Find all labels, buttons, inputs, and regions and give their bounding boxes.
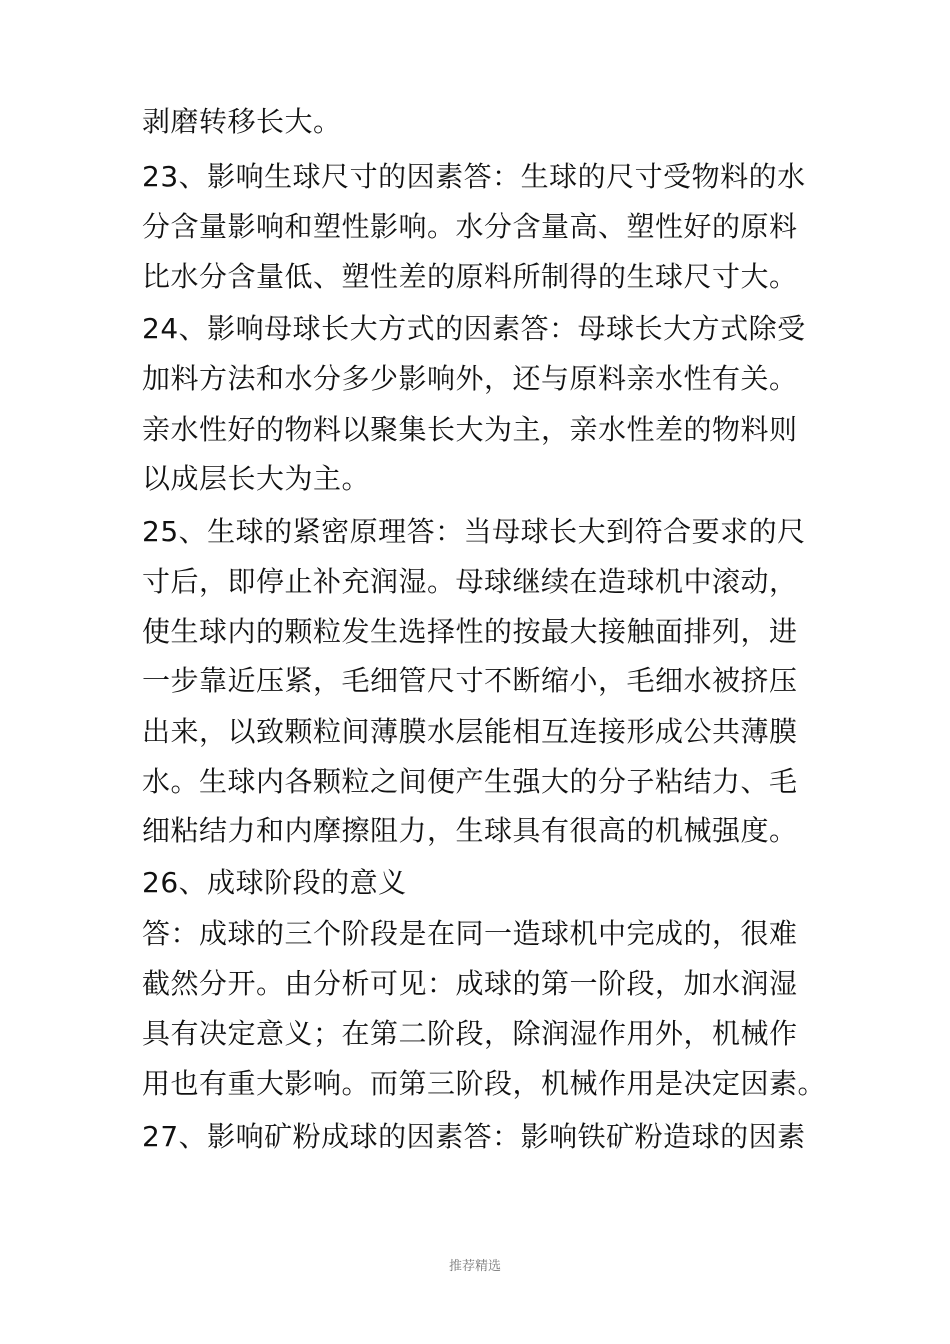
text-line: 答：成球的三个阶段是在同一造球机中完成的，很难 xyxy=(142,917,798,950)
text-line: 26、成球阶段的意义 xyxy=(142,866,407,899)
text-line: 亲水性好的物料以聚集长大为主，亲水性差的物料则 xyxy=(142,413,798,446)
text-line: 细粘结力和内摩擦阻力，生球具有很高的机械强度。 xyxy=(142,814,798,847)
text-line: 水。生球内各颗粒之间便产生强大的分子粘结力、毛 xyxy=(142,765,798,798)
text-line: 使生球内的颗粒发生选择性的按最大接触面排列，进 xyxy=(142,615,798,648)
text-line: 一步靠近压紧，毛细管尺寸不断缩小，毛细水被挤压 xyxy=(142,664,798,697)
text-line: 出来，以致颗粒间薄膜水层能相互连接形成公共薄膜 xyxy=(142,715,798,748)
text-line: 25、生球的紧密原理答：当母球长大到符合要求的尺 xyxy=(142,515,806,548)
text-line: 剥磨转移长大。 xyxy=(142,105,342,138)
text-line: 27、影响矿粉成球的因素答：影响铁矿粉造球的因素 xyxy=(142,1120,806,1153)
text-line: 分含量影响和塑性影响。水分含量高、塑性好的原料 xyxy=(142,210,798,243)
text-line: 比水分含量低、塑性差的原料所制得的生球尺寸大。 xyxy=(142,260,798,293)
page-footer: 推荐精选 xyxy=(448,1259,501,1274)
text-line: 用也有重大影响。而第三阶段，机械作用是决定因素。 xyxy=(142,1067,827,1100)
text-line: 寸后，即停止补充润湿。母球继续在造球机中滚动， xyxy=(142,565,798,598)
text-line: 24、影响母球长大方式的因素答：母球长大方式除受 xyxy=(142,312,806,345)
text-line: 截然分开。由分析可见：成球的第一阶段，加水润湿 xyxy=(142,967,798,1000)
text-line: 加料方法和水分多少影响外，还与原料亲水性有关。 xyxy=(142,362,798,395)
text-line: 具有决定意义；在第二阶段，除润湿作用外，机械作 xyxy=(142,1017,798,1050)
text-line: 23、影响生球尺寸的因素答：生球的尺寸受物料的水 xyxy=(142,160,806,193)
text-line: 以成层长大为主。 xyxy=(142,462,371,495)
